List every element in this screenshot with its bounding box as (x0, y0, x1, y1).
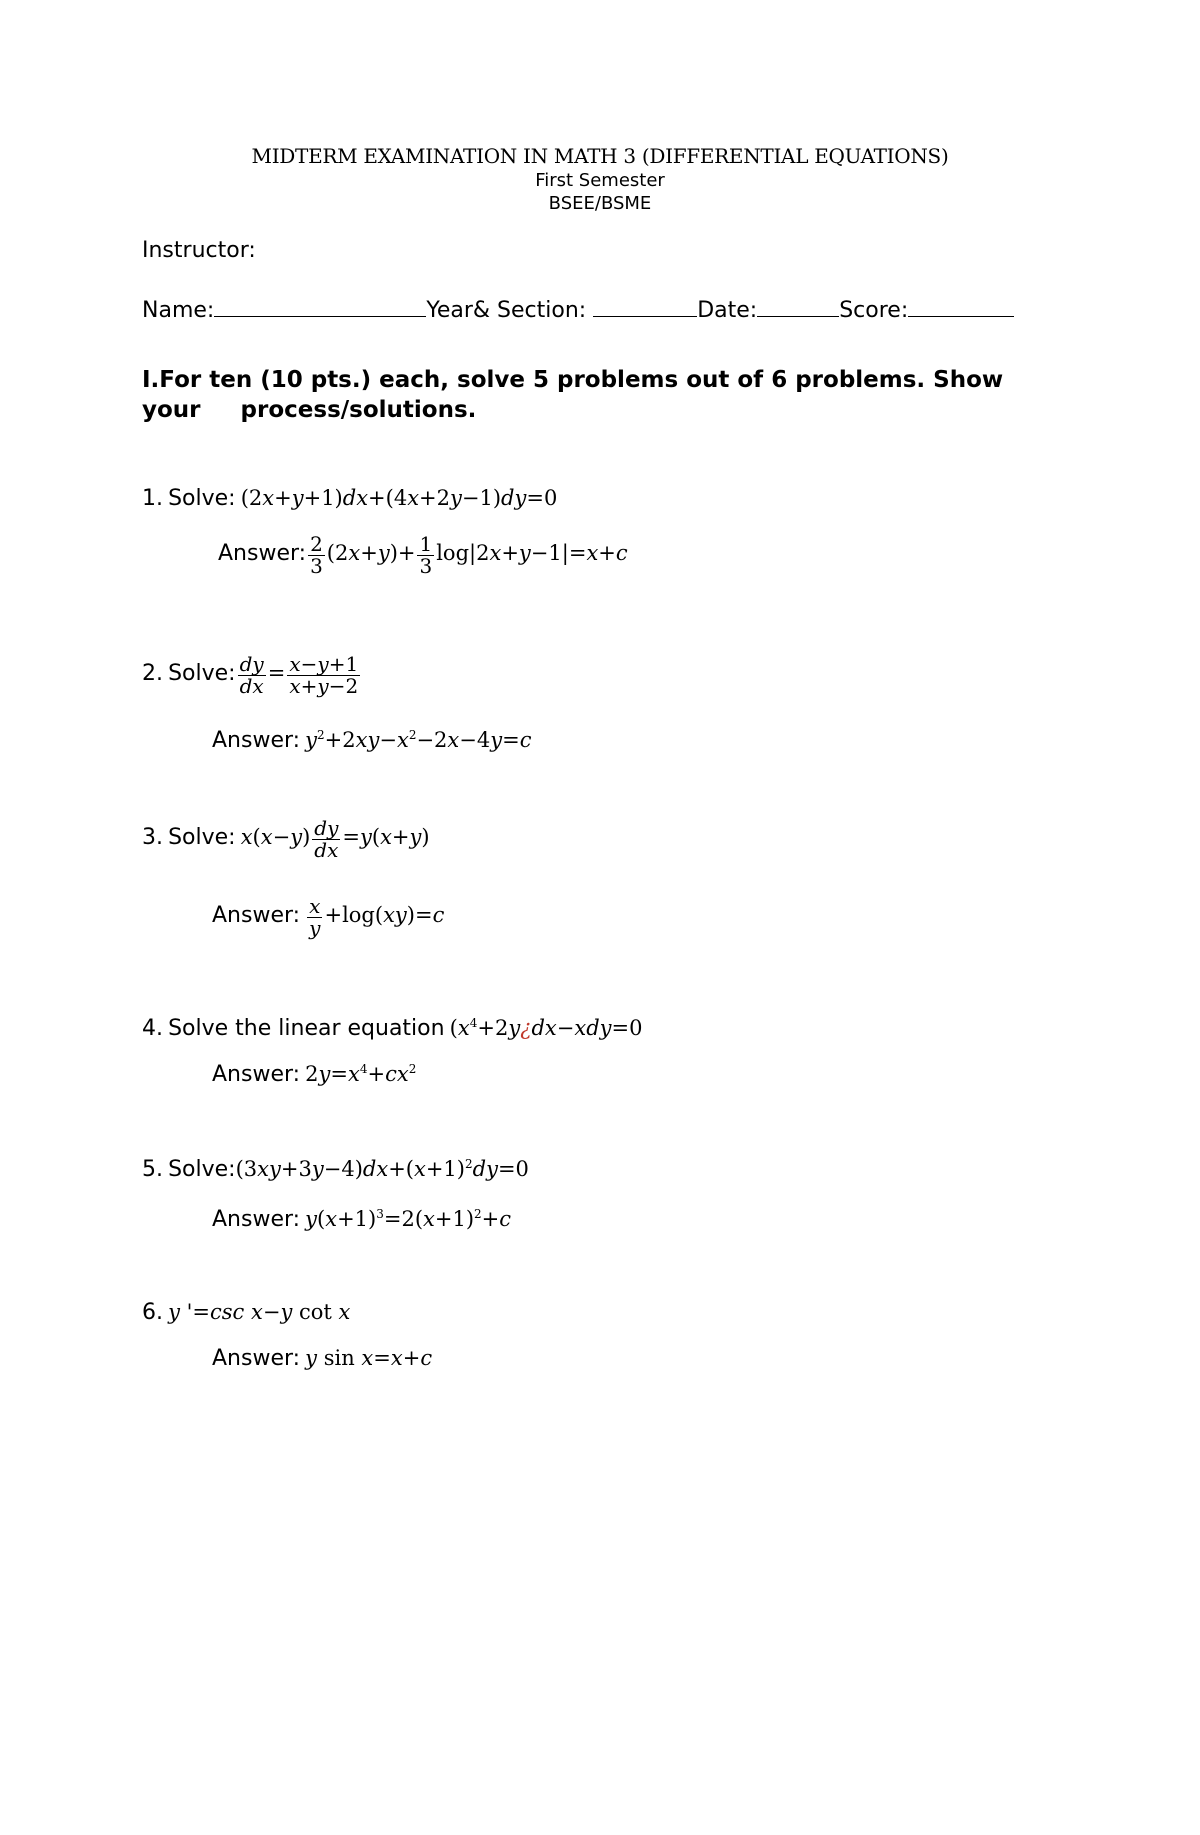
name-blank (214, 294, 426, 317)
answer-label: Answer: (212, 1207, 301, 1232)
answer-label: Answer: (212, 903, 301, 928)
instructions-line1: I.For ten (10 pts.) each, solve 5 problems out of 6 problems. Show (142, 367, 1004, 393)
program-text: BSEE/BSME (548, 193, 652, 214)
problem-equation: (2x+y+1)dx+(4x+2y−1)dy=0 (240, 486, 558, 510)
instructor-label: Instructor: (142, 238, 256, 263)
score-label: Score: (839, 298, 909, 323)
fraction: $\frac{dy}{dx}$ (314, 816, 339, 862)
score-blank (908, 294, 1014, 317)
problem-number: 4. (142, 1016, 163, 1041)
fraction: $\frac{dy}{dx}$ (239, 652, 264, 698)
problem-equation: ($x^4+2y¿dx-xdy=0$ (449, 1016, 643, 1040)
answer-2 (212, 728, 531, 753)
year-section-label: Year& Section: (426, 298, 587, 323)
date-blank (757, 294, 839, 317)
problem-number: 1. (142, 486, 163, 511)
problem-5 (142, 1157, 529, 1182)
answer-equation: $2y=x^4+cx^2$ (305, 1062, 417, 1086)
problem-equation: y '=csc x−y cot x (168, 1300, 351, 1324)
problem-6 (142, 1300, 350, 1325)
problem-label: Solve: (168, 825, 236, 850)
answer-4 (212, 1062, 416, 1087)
date-label: Date: (697, 298, 758, 323)
problem-label: Solve the linear equation (168, 1016, 445, 1041)
problem-number: 3. (142, 825, 163, 850)
answer-label: Answer: (212, 1346, 301, 1371)
fraction: $\frac{1}{3}$ (419, 532, 433, 578)
fraction: $\frac{x}{y}$ (309, 894, 321, 940)
problem-2: 2. Solve: $\frac{dy}{dx}$ = $\frac{x-y+1}{x+y-2}$ (142, 652, 359, 698)
answer-6 (212, 1346, 432, 1371)
problem-number: 6. (142, 1300, 163, 1325)
problem-1 (142, 486, 557, 511)
answer-label: Answer: (212, 728, 301, 753)
answer-1: Answer: $\frac{2}{3}$ (2x+y)+ $\frac{1}{3}$ log|2x+y−1|=x+c (218, 532, 628, 578)
answer-label: Answer: (218, 541, 307, 566)
problem-number: 5. (142, 1157, 163, 1182)
answer-5 (212, 1207, 511, 1232)
problem-4 (142, 1016, 643, 1041)
problem-equation: $(3xy+3y-4)dx+(x+1)^2dy=0$ (235, 1157, 529, 1181)
answer-equation: $y^2+2xy-x^2-2x-4y=c$ (305, 728, 532, 752)
exam-title: MIDTERM EXAMINATION IN MATH 3 (DIFFERENTIAL EQUATIONS) (251, 144, 949, 168)
answer-3: Answer: $\frac{x}{y}$ +log(xy)=c (212, 894, 445, 940)
fraction: $\frac{x-y+1}{x+y-2}$ (289, 652, 359, 698)
problem-3: 3. Solve: x(x−y) $\frac{dy}{dx}$ =y(x+y) (142, 816, 430, 862)
year-section-blank (593, 294, 697, 317)
instructions-line2: your process/solutions. (142, 397, 477, 423)
problem-label: Solve: (168, 661, 236, 686)
student-info-row (142, 294, 1014, 323)
fraction: $\frac{2}{3}$ (310, 532, 323, 578)
answer-equation: y sin x=x+c (305, 1346, 433, 1370)
name-label: Name: (142, 298, 215, 323)
problem-number: 2. (142, 661, 163, 686)
problem-label: Solve: (168, 1157, 236, 1182)
semester-text: First Semester (535, 170, 665, 191)
problem-label: Solve: (168, 486, 236, 511)
answer-label: Answer: (212, 1062, 301, 1087)
answer-equation: $y(x+1)^3=2(x+1)^2+c$ (305, 1207, 512, 1231)
